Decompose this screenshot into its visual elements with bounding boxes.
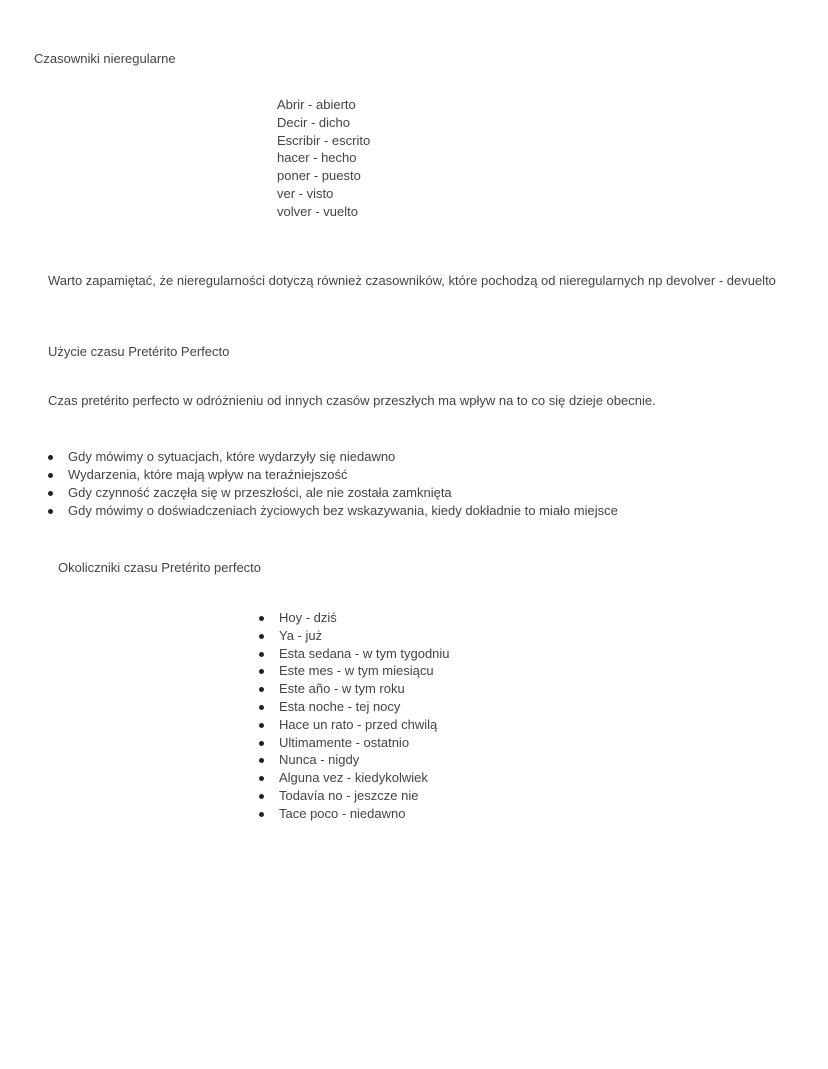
- list-item-text: Gdy czynność zaczęła się w przeszłości, ale nie została zamknięta: [68, 485, 452, 500]
- verb-line: Abrir - abierto: [277, 97, 356, 112]
- verb-line: poner - puesto: [277, 168, 361, 184]
- list-item: [68, 466, 618, 484]
- list-item-text: Ya - już: [279, 627, 323, 643]
- list-item: [279, 787, 450, 805]
- list-item: [279, 716, 450, 734]
- list-item: [279, 734, 450, 752]
- bullet-icon: [48, 509, 53, 514]
- list-item-text: Esta sedana - w tym tygodniu: [279, 645, 450, 661]
- usage-intro: Czas pretérito perfecto w odróżnieniu od innych czasów przeszłych ma wpływ na to co się dzieje obecnie.: [48, 393, 656, 408]
- list-item-text: Gdy mówimy o sytuacjach, które wydarzyły się niedawno: [68, 449, 396, 464]
- list-item: [68, 448, 618, 466]
- list-item: [279, 645, 450, 663]
- verb-line: Escribir - escrito: [277, 132, 371, 148]
- list-item: [279, 609, 450, 627]
- bullet-icon: [259, 794, 264, 799]
- list-item-text: Ultimamente - ostatnio: [279, 734, 410, 750]
- bullet-icon: [259, 741, 264, 746]
- list-item: [279, 627, 450, 645]
- list-item: [279, 680, 450, 698]
- list-item: [68, 484, 618, 502]
- bullet-icon: [259, 616, 264, 621]
- bullet-icon: [259, 634, 264, 639]
- usage-heading: Użycie czasu Pretérito Perfecto: [48, 344, 230, 359]
- bullet-icon: [48, 473, 53, 478]
- list-item-text: Este año - w tym roku: [279, 681, 405, 697]
- bullet-icon: [259, 705, 264, 710]
- list-item-text: Wydarzenia, które mają wpływ na teraźniejszość: [68, 467, 348, 482]
- list-item: [279, 805, 450, 823]
- list-item-text: Nunca - nigdy: [279, 752, 360, 768]
- usage-bullet-list: [68, 448, 618, 520]
- list-item-text: Este mes - w tym miesiącu: [279, 663, 434, 679]
- list-item: [279, 769, 450, 787]
- list-item-text: Esta noche - tej nocy: [279, 698, 401, 714]
- bullet-icon: [259, 687, 264, 692]
- verb-line: Decir - dicho: [277, 114, 350, 130]
- list-item: [279, 698, 450, 716]
- bullet-icon: [259, 652, 264, 657]
- list-item: [279, 751, 450, 769]
- list-item-text: Hace un rato - przed chwilą: [279, 716, 438, 732]
- list-item-text: Gdy mówimy o doświadczeniach życiowych bez wskazywania, kiedy dokładnie to miało miejsce: [68, 503, 618, 518]
- list-item-text: Tace poco - niedawno: [279, 805, 406, 821]
- bullet-icon: [259, 758, 264, 763]
- page-title: Czasowniki nieregularne: [34, 51, 176, 66]
- bullet-icon: [48, 455, 53, 460]
- list-item-text: Todavía no - jeszcze nie: [279, 787, 419, 803]
- verb-line: hacer - hecho: [277, 150, 357, 166]
- bullet-icon: [48, 491, 53, 496]
- verb-line: volver - vuelto: [277, 203, 358, 219]
- list-item: [279, 662, 450, 680]
- bullet-icon: [259, 812, 264, 817]
- bullet-icon: [259, 669, 264, 674]
- irregularity-note: Warto zapamiętać, że nieregularności dotyczą również czasowników, które pochodzą od nieregularnych np devolver - devuelto: [48, 273, 776, 288]
- list-item-text: Alguna vez - kiedykolwiek: [279, 770, 428, 786]
- list-item: [68, 502, 618, 520]
- bullet-icon: [259, 723, 264, 728]
- verb-line: ver - visto: [277, 185, 334, 201]
- bullet-icon: [259, 776, 264, 781]
- adverbs-bullet-list: [279, 609, 450, 823]
- adverbs-heading: Okoliczniki czasu Pretérito perfecto: [58, 560, 262, 575]
- list-item-text: Hoy - dziś: [279, 610, 337, 625]
- irregular-verb-list: [277, 96, 370, 221]
